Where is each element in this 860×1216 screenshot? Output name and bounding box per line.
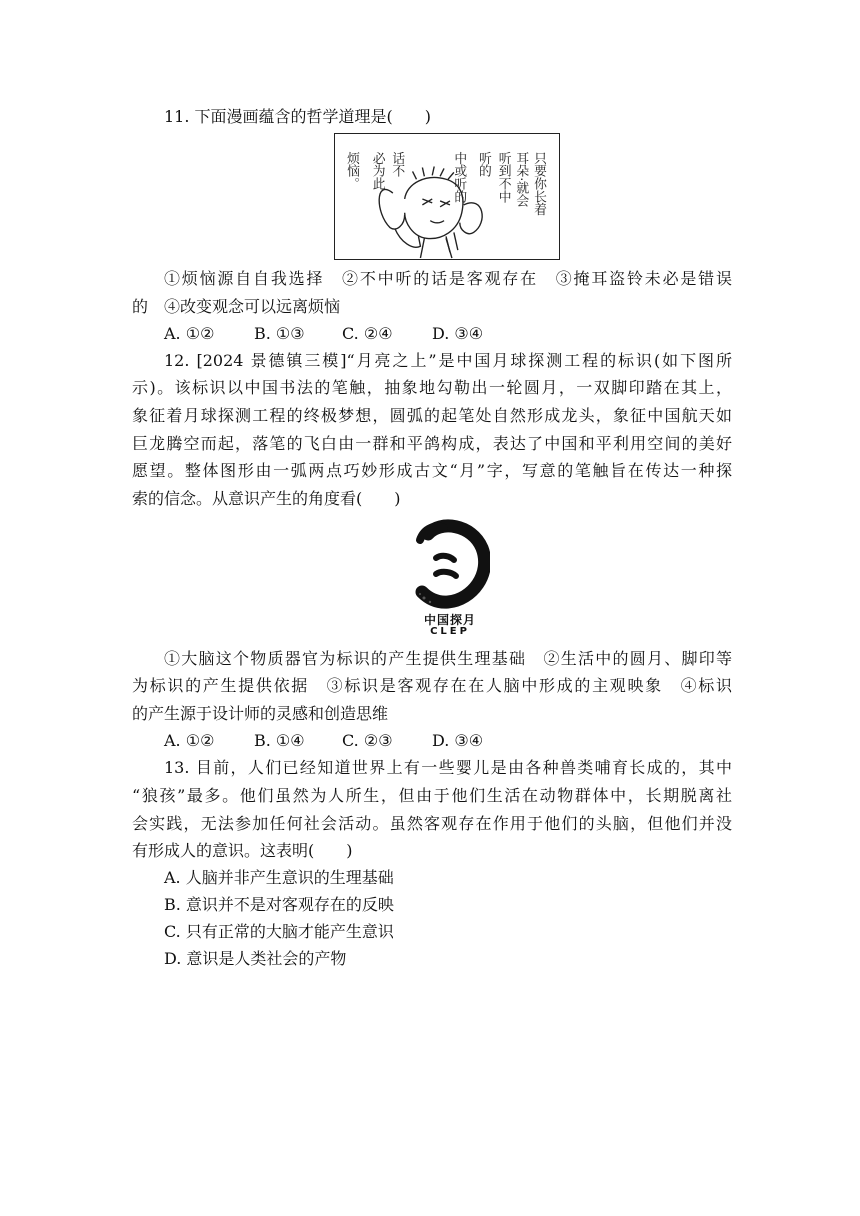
q13-option-d[interactable]: D. 意识是人类社会的产物 xyxy=(164,949,347,968)
q11-option-d[interactable]: D. ③④ xyxy=(432,324,484,343)
caption-col4: 听的 xyxy=(475,151,491,178)
cartoon-drawing xyxy=(335,134,559,259)
q11-stem: 11. 下面漫画蕴含的哲学道理是( ) xyxy=(164,107,432,126)
logo-title: 中国探月 xyxy=(423,613,476,627)
moon-brush-logo-icon xyxy=(410,518,490,610)
q13-option-c[interactable]: C. 只有正常的大脑才能产生意识 xyxy=(164,922,394,941)
q12-option-a[interactable]: A. ①② xyxy=(164,731,215,750)
q12-option-c[interactable]: C. ②③ xyxy=(342,731,393,750)
caption-col6: 话不 xyxy=(389,151,405,178)
q13-option-b[interactable]: B. 意识并不是对客观存在的反映 xyxy=(164,895,394,914)
q12-option-d[interactable]: D. ③④ xyxy=(432,731,484,750)
q12-stem-line4: 巨龙腾空而起，落笔的飞白由一群和平鸽构成，表达了中国和平利用空间的美好 xyxy=(132,434,732,453)
caption-col3: 听到不中 xyxy=(495,151,511,203)
caption-col7: 必为此 xyxy=(369,151,385,191)
caption-col8: 烦恼。 xyxy=(344,151,360,191)
cartoon-image xyxy=(334,133,560,260)
q12-stem-line1: 12. [2024 景德镇三模]“月亮之上”是中国月球探测工程的标识(如下图所 xyxy=(164,351,732,370)
q13-stem-line2: “狼孩”最多。他们虽然为人所生，但由于他们生活在动物群体中，长期脱离社 xyxy=(132,786,732,805)
q12-stem-line5: 愿望。整体图形由一弧两点巧妙形成古文“月”字，写意的笔触旨在传达一种探 xyxy=(132,461,732,480)
q13-stem-line1: 13. 目前，人们已经知道世界上有一些婴儿是由各种兽类哺育长成的，其中 xyxy=(164,758,732,777)
logo-subtitle: CLEP xyxy=(430,626,470,637)
q13-stem-line3: 会实践，无法参加任何社会活动。虽然客观存在作用于他们的头脑，但他们并没 xyxy=(132,814,732,833)
q12-stem-line3: 象征着月球探测工程的终极梦想，圆弧的起笔处自然形成龙头，象征中国航天如 xyxy=(132,406,732,425)
q12-statements-line2: 为标识的产生提供依据 ③标识是客观存在在人脑中形成的主观映象 ④标识 xyxy=(132,676,732,695)
caption-col5: 中或听的 xyxy=(451,151,467,203)
q12-stem-line2: 示)。该标识以中国书法的笔触，抽象地勾勒出一轮圆月，一双脚印踏在其上， xyxy=(132,378,732,397)
q13-stem-line4: 有形成人的意识。这表明( ) xyxy=(132,841,353,860)
q12-stem-line6: 索的信念。从意识产生的角度看( ) xyxy=(132,489,401,508)
q11-statements-line2: 的 ④改变观念可以远离烦恼 xyxy=(132,297,341,316)
q12-statements-line1: ①大脑这个物质器官为标识的产生提供生理基础 ②生活中的圆月、脚印等 xyxy=(164,649,732,668)
q13-option-a[interactable]: A. 人脑并非产生意识的生理基础 xyxy=(164,868,394,887)
q11-option-b[interactable]: B. ①③ xyxy=(254,324,305,343)
q11-option-a[interactable]: A. ①② xyxy=(164,324,215,343)
man-figure xyxy=(379,166,482,258)
q11-option-c[interactable]: C. ②④ xyxy=(342,324,393,343)
q12-option-b[interactable]: B. ①④ xyxy=(254,731,305,750)
q12-options xyxy=(164,728,522,754)
q11-options xyxy=(164,321,522,347)
caption-col2: 耳朵·就会 xyxy=(513,151,529,207)
q11-statements-line1: ①烦恼源自自我选择 ②不中听的话是客观存在 ③掩耳盗铃未必是错误 xyxy=(164,269,732,288)
clep-logo xyxy=(410,518,490,638)
caption-col1: 只要你长着 xyxy=(531,151,547,216)
q12-statements-line3: 的产生源于设计师的灵感和创造思维 xyxy=(132,704,389,723)
